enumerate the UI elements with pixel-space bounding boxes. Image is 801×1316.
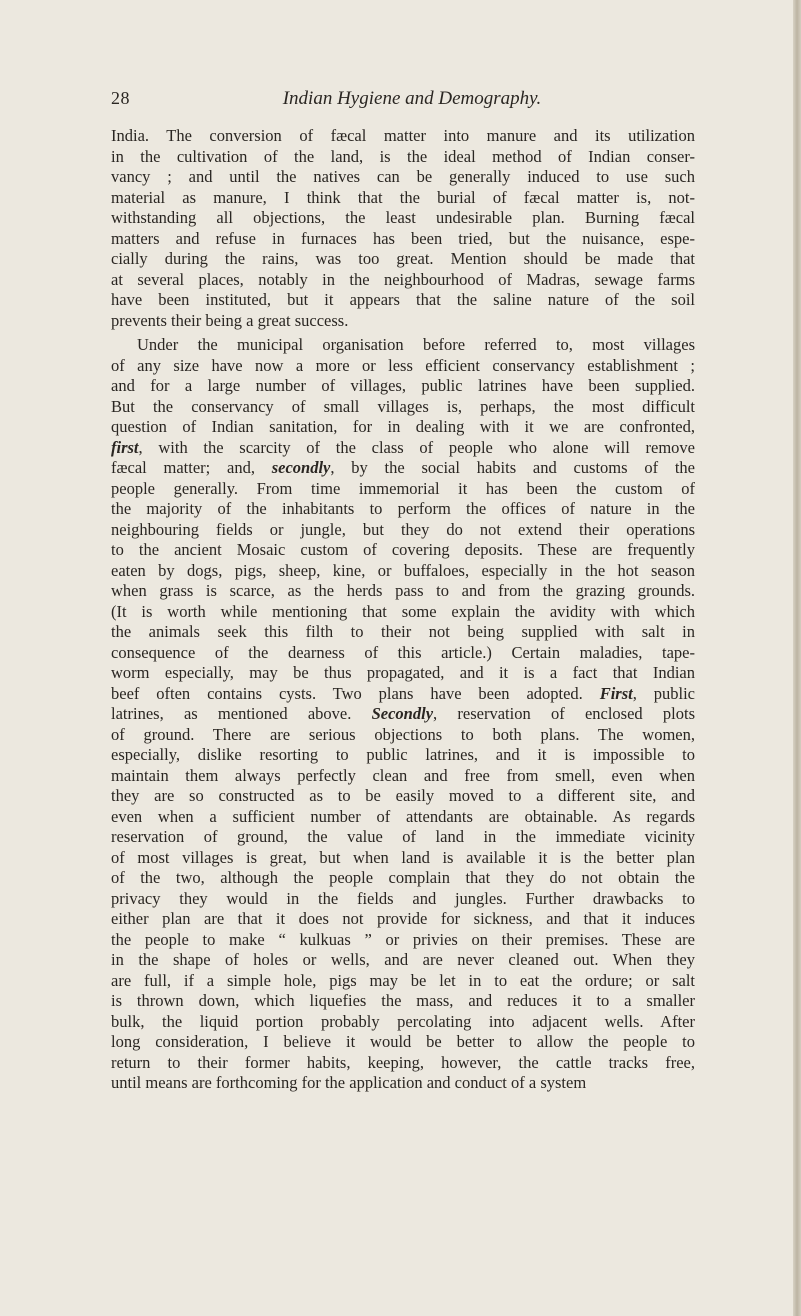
text-line: privacy they would in the fields and jungles. Further drawbacks to (111, 888, 695, 908)
text-line: to the ancient Mosaic custom of covering deposits. These are frequently (111, 540, 695, 559)
text-line: withstanding all objections, the least undesirable plan. Burning fæcal (111, 208, 695, 227)
text-line: when grass is scarce, as the herds pass to and from the grazing grounds. (111, 581, 695, 600)
text-line: worm especially, may be thus propagated, and it is a fact that Indian (111, 663, 695, 682)
text-line: first, with the scarcity of the class of people who alone will remove (111, 437, 695, 457)
text-line: of ground. There are serious objections to both plans. The women, (111, 724, 695, 744)
text-line: reservation of ground, the value of land in the immediate vicinity (111, 827, 695, 846)
text-line: prevents their being a great success. (111, 310, 349, 330)
emphasis: first (111, 437, 139, 457)
text-line: cially during the rains, was too great. Mention should be made that (111, 249, 695, 268)
text-line: eaten by dogs, pigs, sheep, kine, or buffaloes, especially in the hot season (111, 560, 695, 580)
paragraph (111, 335, 695, 1094)
text-line: the animals seek this filth to their not being supplied with salt in (111, 622, 695, 641)
body-text (111, 126, 695, 1094)
text-line: latrines, as mentioned above. Secondly, reservation of enclosed plots (111, 704, 696, 723)
text-line: of any size have now a more or less efficient conservancy establishment ; (111, 355, 695, 375)
text-line: long consideration, I believe it would be better to allow the people to (111, 1032, 695, 1051)
text-line: they are so constructed as to be easily moved to a different site, and (111, 786, 695, 805)
text-line: maintain them always perfectly clean and free from smell, even when (111, 765, 695, 785)
emphasis: Secondly (371, 704, 434, 723)
emphasis: secondly (271, 458, 331, 477)
running-title: Indian Hygiene and Demography. (282, 88, 542, 109)
text-line: matters and refuse in furnaces has been tried, but the nuisance, espe- (111, 228, 695, 248)
page-edge-shadow (793, 0, 801, 1316)
text-line: have been instituted, but it appears that the saline nature of the soil (111, 290, 695, 309)
text-line: especially, dislike resorting to public latrines, and it is impossible to (111, 745, 695, 764)
text-line: beef often contains cysts. Two plans have been adopted. First, public (111, 683, 695, 703)
text-line: (It is worth while mentioning that some explain the avidity with which (111, 601, 695, 621)
emphasis: First (599, 683, 633, 703)
text-line: of the two, although the people complain that they do not obtain the (111, 868, 695, 887)
text-line: the people to make “ kulkuas ” or privies on their premises. These are (111, 929, 695, 949)
text-line: material as manure, I think that the burial of fæcal matter is, not- (111, 187, 695, 207)
text-line: question of Indian sanitation, for in dealing with it we are confronted, (111, 417, 695, 436)
text-line: But the conservancy of small villages is, perhaps, the most difficult (111, 396, 695, 416)
text-line: until means are forthcoming for the application and conduct of a system (111, 1073, 587, 1092)
text-line: bulk, the liquid portion probably percolating into adjacent wells. After (111, 1011, 695, 1031)
text-line: of most villages is great, but when land is available it is the better plan (111, 847, 695, 867)
text-line: either plan are that it does not provide for sickness, and that it induces (111, 909, 695, 928)
text-line: the majority of the inhabitants to perform the offices of nature in the (111, 499, 695, 518)
text-line: are full, if a simple hole, pigs may be let in to eat the ordure; or salt (111, 970, 695, 990)
text-line: India. The conversion of fæcal matter into manure and its utilization (111, 126, 695, 145)
text-line: in the cultivation of the land, is the ideal method of Indian conser- (111, 146, 695, 166)
text-line: and for a large number of villages, public latrines have been supplied. (111, 376, 695, 395)
text-line: fæcal matter; and, secondly, by the social habits and customs of the (111, 458, 695, 477)
text-line: even when a sufficient number of attendants are obtainable. As regards (111, 806, 695, 826)
text-line: Under the municipal organisation before referred to, most villages (137, 335, 695, 354)
text-line: return to their former habits, keeping, however, the cattle tracks free, (111, 1052, 695, 1072)
text-line: neighbouring fields or jungle, but they do not extend their operations (111, 519, 695, 539)
paragraph (111, 126, 695, 331)
text-line: at several places, notably in the neighbourhood of Madras, sewage farms (111, 269, 695, 289)
page-number: 28 (111, 88, 130, 108)
text-line: in the shape of holes or wells, and are never cleaned out. When they (111, 950, 695, 969)
text-line: is thrown down, which liquefies the mass, and reduces it to a smaller (111, 991, 695, 1010)
running-head (0, 88, 801, 112)
text-line: vancy ; and until the natives can be generally induced to use such (111, 167, 695, 186)
text-line: people generally. From time immemorial it has been the custom of (111, 478, 695, 498)
text-line: consequence of the dearness of this article.) Certain maladies, tape- (111, 642, 695, 662)
